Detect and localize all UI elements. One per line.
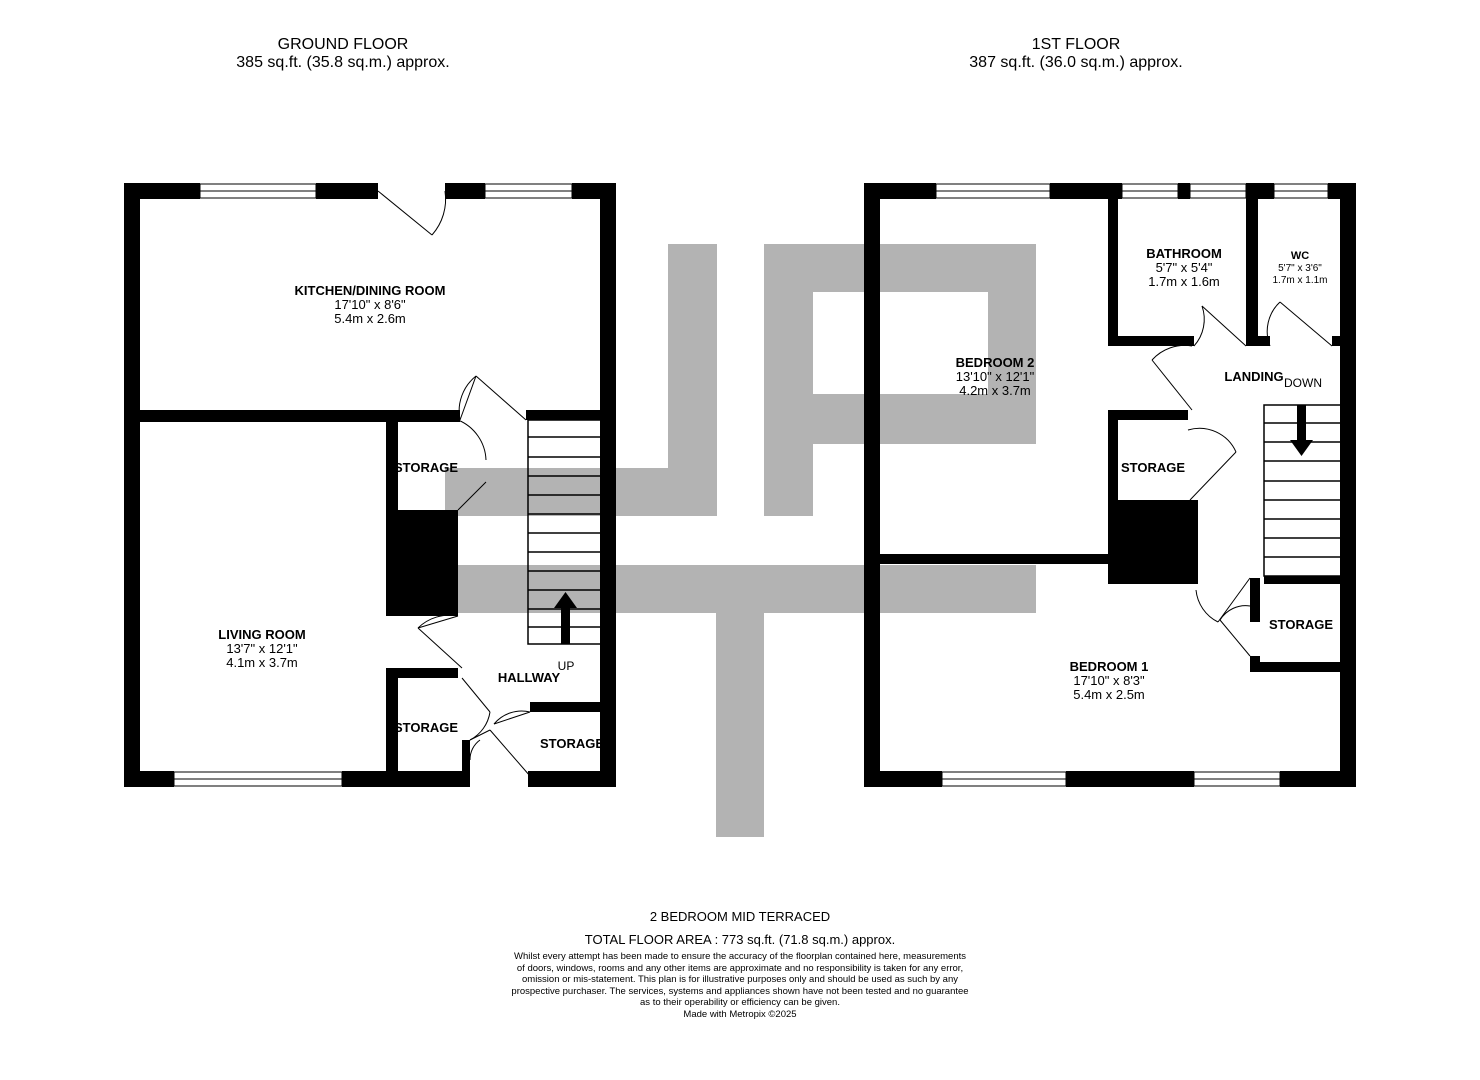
stairs-up-label: UP [557, 659, 575, 673]
stairs-down-arrow-icon [1290, 405, 1313, 456]
storage-hall-label: STORAGE [539, 736, 605, 751]
living-imperial: 13'7" x 12'1" [226, 641, 298, 656]
first-floor-area: 387 sq.ft. (36.0 sq.m.) approx. [969, 54, 1183, 71]
storage-upper-label: STORAGE [393, 460, 459, 475]
storage-lower-label: STORAGE [393, 720, 459, 735]
living-metric: 4.1m x 3.7m [226, 655, 298, 670]
ground-floor-area: 385 sq.ft. (35.8 sq.m.) approx. [236, 54, 450, 71]
kitchen-name: KITCHEN/DINING ROOM [294, 283, 446, 298]
landing-label: LANDING [1224, 369, 1284, 384]
disclaimer-line: omission or mis-statement. This plan is for illustrative purposes only and should be used as such by any [522, 974, 958, 985]
total-floor-area: TOTAL FLOOR AREA : 773 sq.ft. (71.8 sq.m.) approx. [584, 932, 896, 947]
credit: Made with Metropix ©2025 [683, 1008, 797, 1020]
bedroom1-name: BEDROOM 1 [1069, 659, 1149, 674]
stairs-down-label: DOWN [1284, 376, 1322, 390]
bathroom-name: BATHROOM [1146, 246, 1222, 261]
disclaimer-line: prospective purchaser. The services, systems and appliances shown have not been tested and no guarantee [511, 985, 969, 997]
disclaimer-line: as to their operability or efficiency can be given. [640, 997, 840, 1008]
watermark-logo [445, 244, 1036, 837]
bedroom2-imperial: 13'10" x 12'1" [955, 369, 1035, 384]
kitchen-imperial: 17'10" x 8'6" [334, 297, 406, 312]
disclaimer-line: of doors, windows, rooms and any other items are approximate and no responsibility is taken for any error, [516, 962, 964, 974]
bedroom1-imperial: 17'10" x 8'3" [1073, 673, 1145, 688]
first-floor-title: 1ST FLOOR [1031, 36, 1121, 53]
wc-imperial: 5'7" x 3'6" [1278, 263, 1322, 274]
kitchen-metric: 5.4m x 2.6m [334, 311, 406, 326]
bedroom2-metric: 4.2m x 3.7m [959, 383, 1031, 398]
living-name: LIVING ROOM [218, 627, 306, 642]
wc-name: WC [1290, 250, 1310, 262]
bathroom-metric: 1.7m x 1.6m [1148, 274, 1220, 289]
hallway-label: HALLWAY [497, 670, 561, 685]
first-floor-doors [1152, 302, 1332, 656]
property-type: 2 BEDROOM MID TERRACED [649, 909, 831, 924]
bathroom-imperial: 5'7" x 5'4" [1155, 260, 1213, 275]
storage-mid-label: STORAGE [1120, 460, 1186, 475]
footer [440, 909, 1040, 1020]
ground-floor-title: GROUND FLOOR [277, 36, 409, 53]
bedroom2-name: BEDROOM 2 [955, 355, 1035, 370]
bedroom1-metric: 5.4m x 2.5m [1073, 687, 1145, 702]
disclaimer-line: Whilst every attempt has been made to ensure the accuracy of the floorplan contained here, measurements [513, 951, 967, 962]
disclaimer [440, 951, 1040, 1020]
storage-right-label: STORAGE [1268, 617, 1334, 632]
wc-metric: 1.7m x 1.1m [1272, 275, 1328, 286]
